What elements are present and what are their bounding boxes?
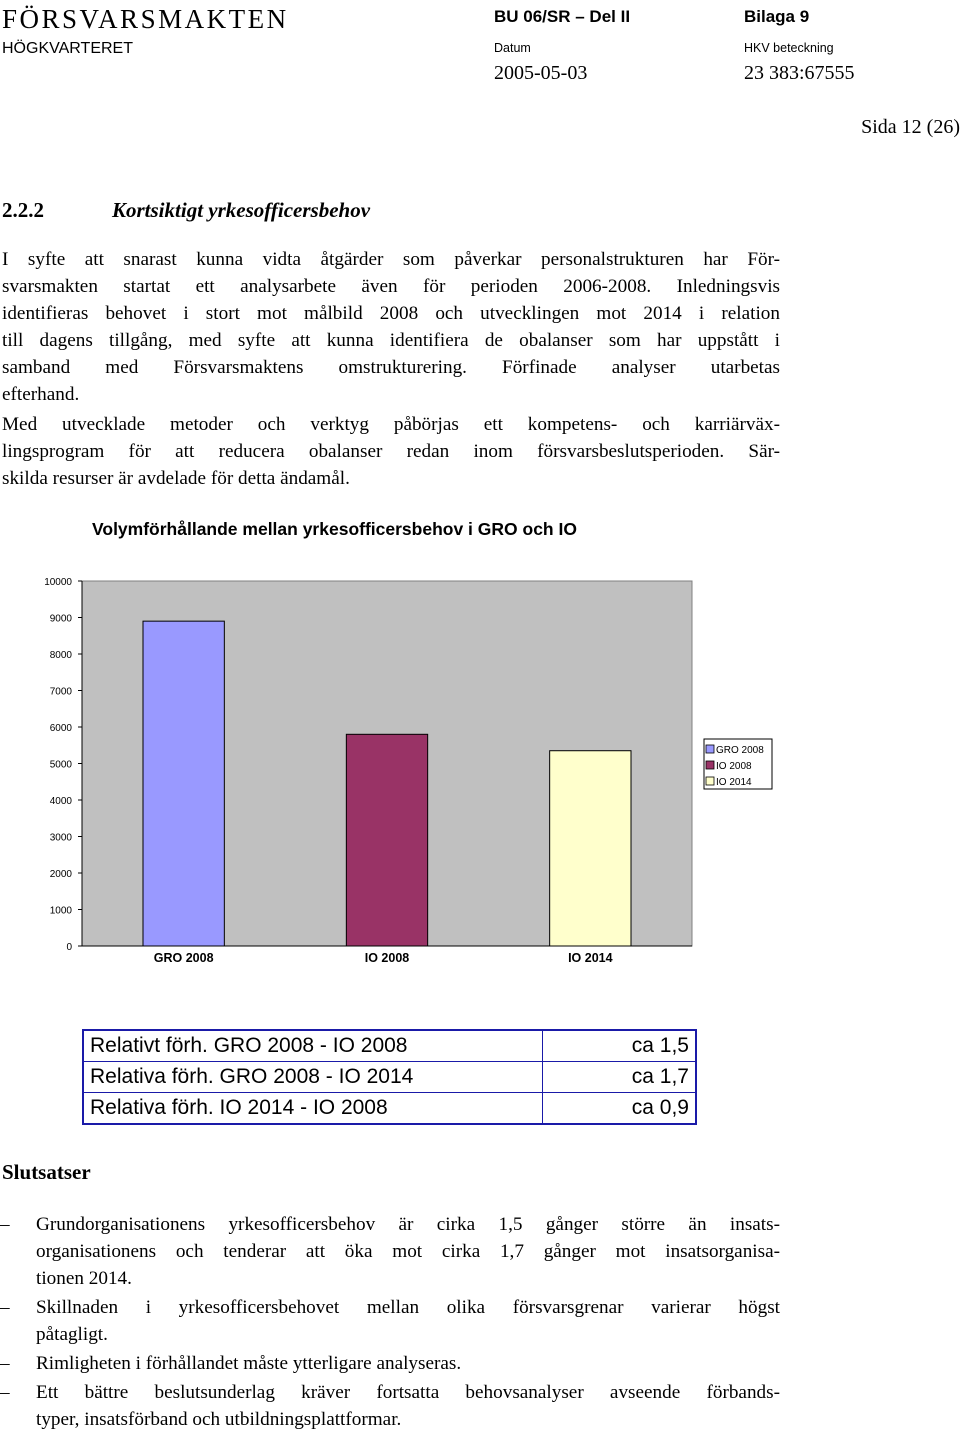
bar — [346, 734, 427, 946]
paragraph-line: identifieras behovet i stort mot målbild 2008 och utvecklingen mot 2014 i relation — [2, 303, 780, 324]
conclusions-heading: Slutsatser — [2, 1160, 91, 1184]
legend-swatch — [706, 777, 714, 785]
list-item — [0, 1211, 780, 1292]
document-reference: BU 06/SR – Del II — [494, 7, 631, 26]
paragraph-line: Med utvecklade metoder och verktyg påbörjas ett kompetens- och karriärväx- — [2, 414, 780, 435]
y-tick-label: 6000 — [49, 723, 72, 734]
table-row — [83, 1030, 696, 1062]
paragraph-line: skilda resurser är avdelade för detta ändamål. — [2, 468, 350, 489]
ratio-value: ca 0,9 — [543, 1093, 697, 1125]
paragraph-2 — [2, 411, 780, 492]
legend-label: IO 2014 — [716, 777, 752, 788]
list-item-line: påtagligt. — [36, 1324, 108, 1345]
list-item — [0, 1379, 780, 1433]
legend-label: GRO 2008 — [716, 745, 764, 756]
list-item-line: typer, insatsförband och utbildningsplattformar. — [36, 1409, 402, 1430]
dash-bullet: – — [0, 1353, 10, 1374]
ratio-label: Relativt förh. GRO 2008 - IO 2008 — [83, 1030, 543, 1062]
date-label: Datum — [494, 41, 531, 55]
section-title: Kortsiktigt yrkesofficersbehov — [112, 198, 371, 222]
y-tick-label: 10000 — [44, 577, 72, 588]
paragraph-line: svarsmakten startat ett analysarbete även för perioden 2006-2008. Inledningsvis — [2, 276, 780, 297]
ratio-label: Relativa förh. IO 2014 - IO 2008 — [83, 1093, 543, 1125]
dash-bullet: – — [0, 1382, 10, 1403]
list-item-line: Skillnaden i yrkesofficersbehovet mellan olika försvarsgrenar varierar högst — [36, 1297, 780, 1318]
table-row — [83, 1093, 696, 1125]
ratio-label: Relativa förh. GRO 2008 - IO 2014 — [83, 1062, 543, 1093]
y-tick-label: 0 — [66, 942, 72, 953]
y-tick-label: 5000 — [49, 759, 72, 771]
x-tick-label: GRO 2008 — [153, 951, 214, 965]
list-item-line: Rimligheten i förhållandet måste ytterligare analyseras. — [36, 1353, 462, 1374]
dash-bullet: – — [0, 1214, 10, 1235]
x-tick-label: IO 2014 — [568, 951, 613, 965]
y-tick-label: 7000 — [49, 686, 72, 698]
page-number: Sida 12 (26) — [861, 116, 960, 138]
paragraph-line: lingsprogram för att reducera obalanser redan inom försvarsbeslutsperioden. Sär- — [2, 441, 780, 462]
ratio-value: ca 1,5 — [543, 1030, 697, 1062]
y-tick-label: 8000 — [49, 650, 72, 661]
list-item — [0, 1350, 780, 1377]
list-item-line: Ett bättre beslutsunderlag kräver fortsatta behovsanalyser avseende förbands- — [36, 1382, 780, 1403]
ratio-value: ca 1,7 — [543, 1062, 697, 1093]
list-item-line: tionen 2014. — [36, 1268, 132, 1289]
bar — [143, 621, 224, 946]
paragraph-line: I syfte att snarast kunna vidta åtgärder som påverkar personalstrukturen har För- — [2, 249, 780, 270]
table-row — [83, 1062, 696, 1093]
date-value: 2005-05-03 — [494, 62, 588, 84]
paragraph-line: samband med Försvarsmaktens omstrukturering. Förfinade analyser utarbetas — [2, 357, 780, 378]
org-name: FÖRSVARSMAKTEN — [2, 4, 289, 34]
legend-swatch — [706, 745, 714, 753]
x-tick-label: IO 2008 — [364, 951, 410, 965]
bar — [550, 751, 631, 946]
paragraph-1 — [2, 246, 780, 408]
paragraph-line: efterhand. — [2, 384, 80, 405]
hkv-label: HKV beteckning — [744, 41, 834, 55]
chart-title: Volymförhållande mellan yrkesofficersbehov i GRO och IO — [92, 519, 577, 539]
hq-name: HÖGKVARTERET — [2, 40, 133, 57]
list-item-line: Grundorganisationens yrkesofficersbehov är cirka 1,5 gånger större än insats- — [36, 1214, 780, 1235]
list-item-line: organisationens och tenderar att öka mot cirka 1,7 gånger mot insatsorganisa- — [36, 1241, 780, 1262]
ratio-table — [82, 1029, 697, 1125]
paragraph-line: till dagens tillgång, med syfte att kunna identifiera de obalanser som har uppstått i — [2, 330, 780, 351]
y-tick-label: 4000 — [49, 796, 72, 807]
dash-bullet: – — [0, 1297, 10, 1318]
list-item — [0, 1294, 780, 1348]
bar-chart — [0, 560, 800, 980]
annex-label: Bilaga 9 — [744, 7, 810, 26]
y-tick-label: 9000 — [49, 613, 72, 625]
y-tick-label: 1000 — [49, 905, 72, 917]
y-tick-label: 3000 — [49, 832, 72, 844]
y-tick-label: 2000 — [49, 869, 72, 880]
legend-swatch — [706, 761, 714, 769]
section-number: 2.2.2 — [2, 198, 44, 222]
hkv-number: 23 383:67555 — [744, 62, 855, 84]
legend-label: IO 2008 — [716, 761, 752, 772]
